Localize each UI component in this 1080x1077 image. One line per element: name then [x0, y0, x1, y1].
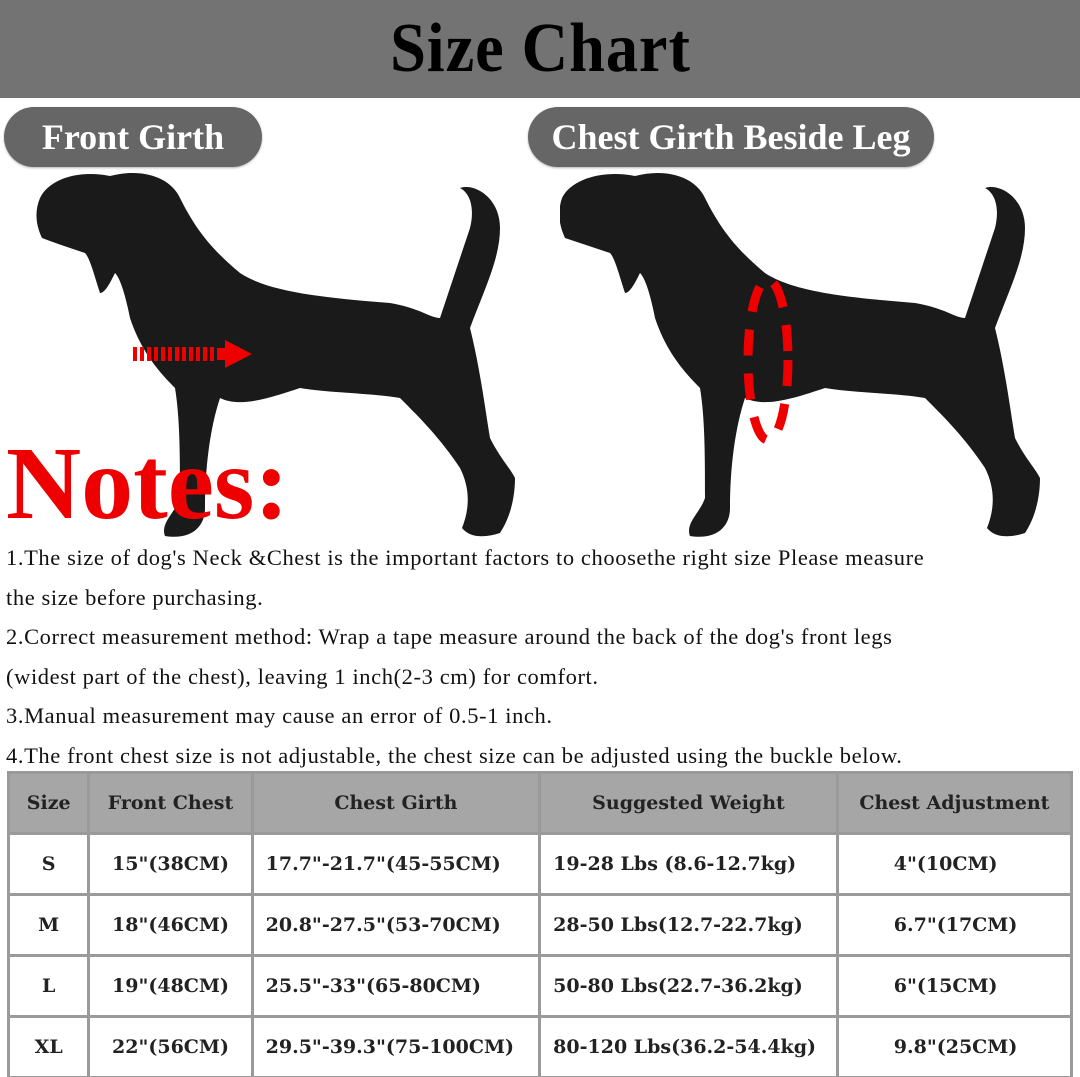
chest-girth-label: Chest Girth Beside Leg [528, 107, 934, 167]
column-header-size: Size [9, 773, 89, 834]
cell-chest-adjustment: 9.8"(25CM) [837, 1017, 1071, 1077]
cell-front-chest: 18"(46CM) [89, 895, 252, 956]
cell-suggested-weight: 50-80 Lbs(22.7-36.2kg) [540, 956, 838, 1017]
note-line: 4.The front chest size is not adjustable, the chest size can be adjusted using the buckle below. [6, 742, 903, 768]
table-row [9, 895, 1072, 956]
note-line: the size before purchasing. [6, 584, 264, 610]
cell-chest-adjustment: 6"(15CM) [837, 956, 1071, 1017]
dog-silhouette-chest-girth [560, 168, 1060, 550]
cell-front-chest: 19"(48CM) [89, 956, 252, 1017]
note-line: (widest part of the chest), leaving 1 inch(2-3 cm) for comfort. [6, 663, 599, 689]
size-chart-table [7, 771, 1073, 1077]
cell-chest-girth: 25.5"-33"(65-80CM) [252, 956, 540, 1017]
table-row [9, 1017, 1072, 1077]
cell-front-chest: 15"(38CM) [89, 834, 252, 895]
note-line: 1.The size of dog's Neck &Chest is the important factors to choosethe right size Please measure [6, 545, 925, 570]
table-row [9, 834, 1072, 895]
column-header-chest-girth: Chest Girth [252, 773, 540, 834]
cell-chest-girth: 20.8"-27.5"(53-70CM) [252, 895, 540, 956]
column-header-suggested-weight: Suggested Weight [540, 773, 838, 834]
cell-chest-adjustment: 6.7"(17CM) [837, 895, 1071, 956]
cell-size: L [9, 956, 89, 1017]
front-girth-label: Front Girth [4, 107, 262, 167]
cell-chest-girth: 29.5"-39.3"(75-100CM) [252, 1017, 540, 1077]
table-row [9, 956, 1072, 1017]
column-header-front-chest: Front Chest [89, 773, 252, 834]
cell-chest-adjustment: 4"(10CM) [837, 834, 1071, 895]
cell-size: M [9, 895, 89, 956]
note-line: 2.Correct measurement method: Wrap a tape measure around the back of the dog's front legs [6, 624, 893, 650]
cell-chest-girth: 17.7"-21.7"(45-55CM) [252, 834, 540, 895]
cell-front-chest: 22"(56CM) [89, 1017, 252, 1077]
note-line: 3.Manual measurement may cause an error of 0.5-1 inch. [6, 703, 553, 729]
title-bar [0, 0, 1080, 98]
cell-size: S [9, 834, 89, 895]
cell-size: XL [9, 1017, 89, 1077]
notes-heading: Notes: [6, 426, 290, 541]
table-header-row [9, 773, 1072, 834]
page-title: Size Chart [389, 10, 691, 87]
cell-suggested-weight: 28-50 Lbs(12.7-22.7kg) [540, 895, 838, 956]
column-header-chest-adjustment: Chest Adjustment [837, 773, 1071, 834]
cell-suggested-weight: 80-120 Lbs(36.2-54.4kg) [540, 1017, 838, 1077]
notes-list [6, 540, 1080, 778]
cell-suggested-weight: 19-28 Lbs (8.6-12.7kg) [540, 834, 838, 895]
dog-silhouette-icon [560, 173, 1040, 537]
